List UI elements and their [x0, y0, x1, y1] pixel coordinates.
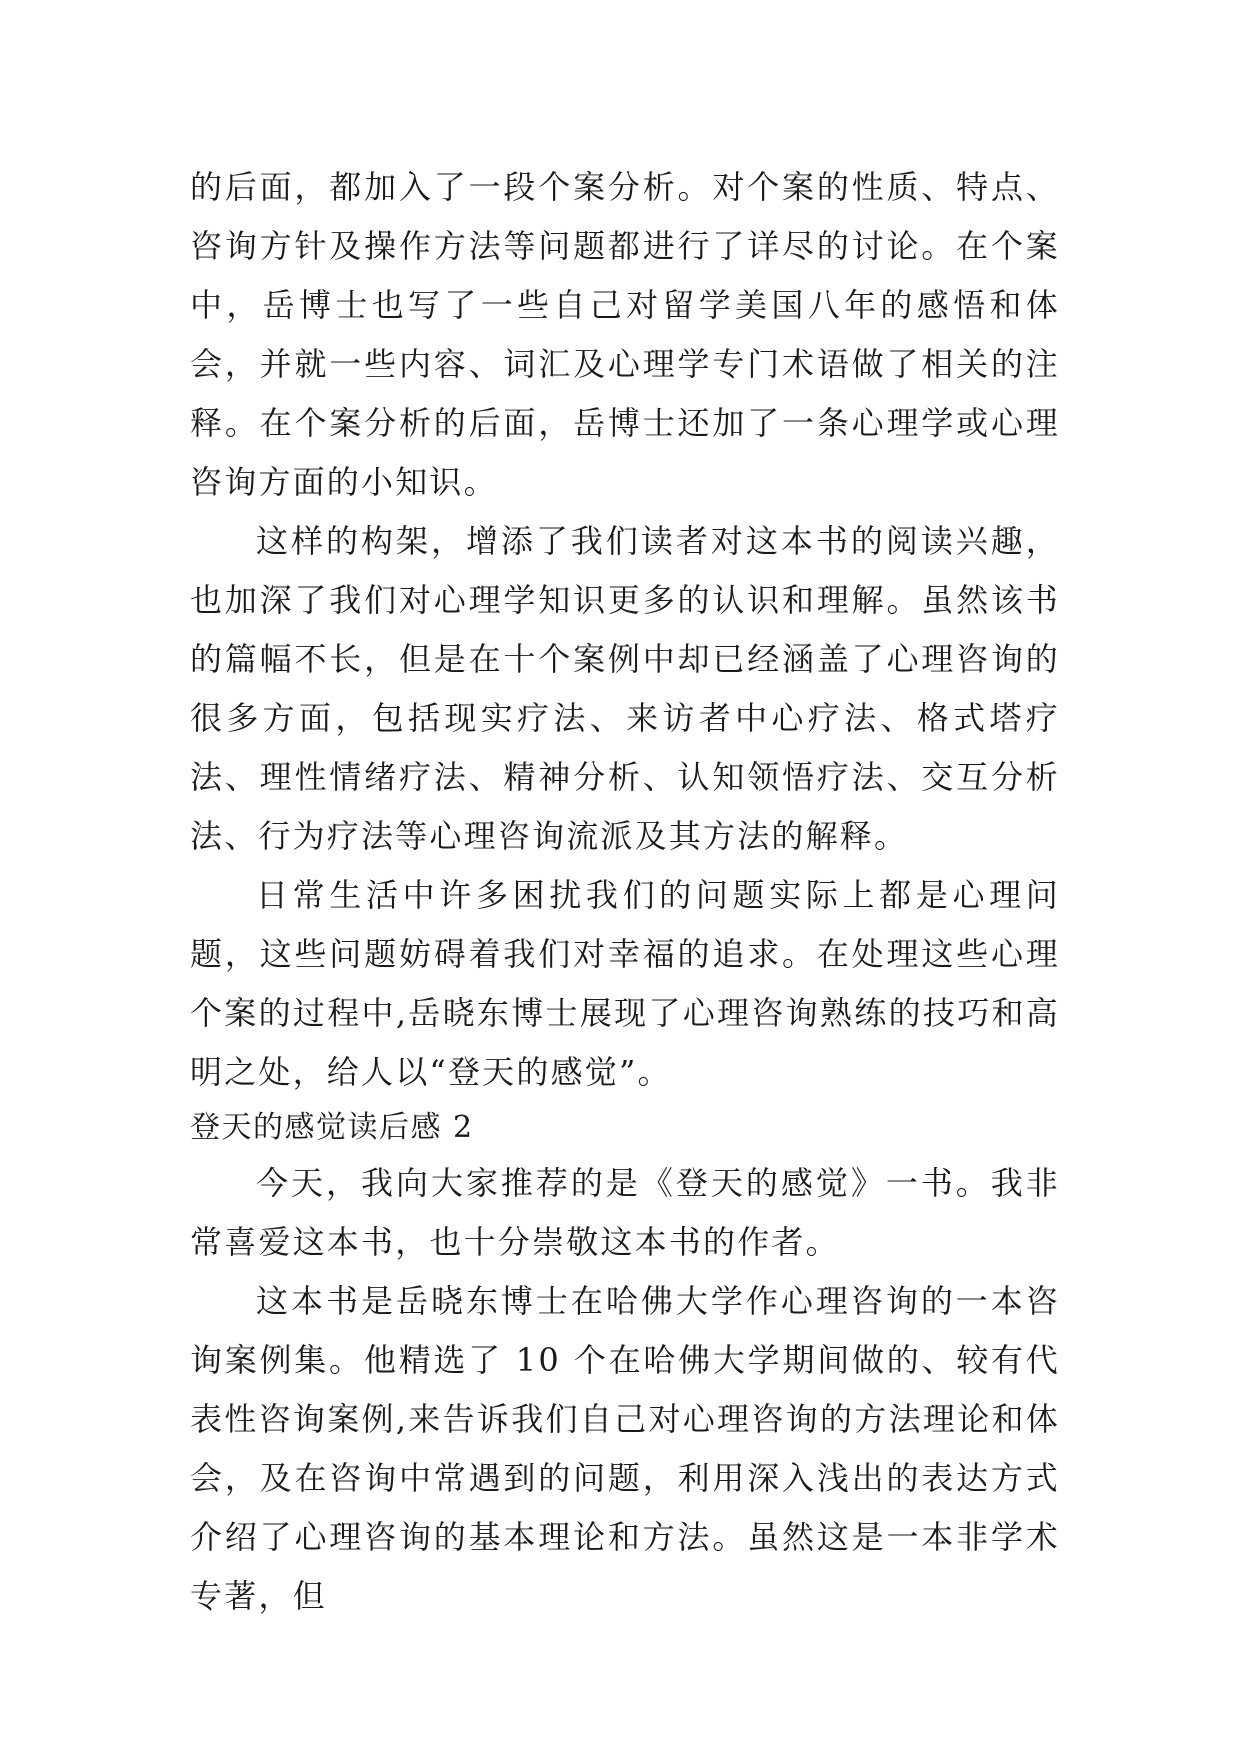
- paragraph-continuation: 的后面，都加入了一段个案分析。对个案的性质、特点、咨询方针及操作方法等问题都进行了详尽的讨论。在个案中，岳博士也写了一些自己对留学美国八年的感悟和体会，并就一些内容、词汇及心理学专门术语做了相关的注释。在个案分析的后面，岳博士还加了一条心理学或心理咨询方面的小知识。: [190, 168, 1060, 501]
- paragraph-recommendation: 今天，我向大家推荐的是《登天的感觉》一书。我非常喜爱这本书，也十分崇敬这本书的作者。: [190, 1164, 1060, 1261]
- paragraph-book-intro: 这本书是岳晓东博士在哈佛大学作心理咨询的一本咨询案例集。他精选了 10 个在哈佛大学期间做的、较有代表性咨询案例,来告诉我们自己对心理咨询的方法理论和体会，及在咨询中常遇到的问题，利用深入浅出的表达方式介绍了心理咨询的基本理论和方法。虽然这是一本非学术专著，但: [190, 1282, 1060, 1615]
- paragraph-framework: 这样的构架，增添了我们读者对这本书的阅读兴趣，也加深了我们对心理学知识更多的认识和理解。虽然该书的篇幅不长，但是在十个案例中却已经涵盖了心理咨询的很多方面，包括现实疗法、来访者中心疗法、格式塔疗法、理性情绪疗法、精神分析、认知领悟疗法、交互分析法、行为疗法等心理咨询流派及其方法的解释。: [190, 522, 1060, 855]
- paragraph-daily-life: 日常生活中许多困扰我们的问题实际上都是心理问题，这些问题妨碍着我们对幸福的追求。在处理这些心理个案的过程中,岳晓东博士展现了心理咨询熟练的技巧和高明之处，给人以“登天的感觉”。: [190, 876, 1060, 1091]
- document-page: [190, 158, 1060, 1626]
- section-heading: 登天的感觉读后感 2: [190, 1110, 474, 1145]
